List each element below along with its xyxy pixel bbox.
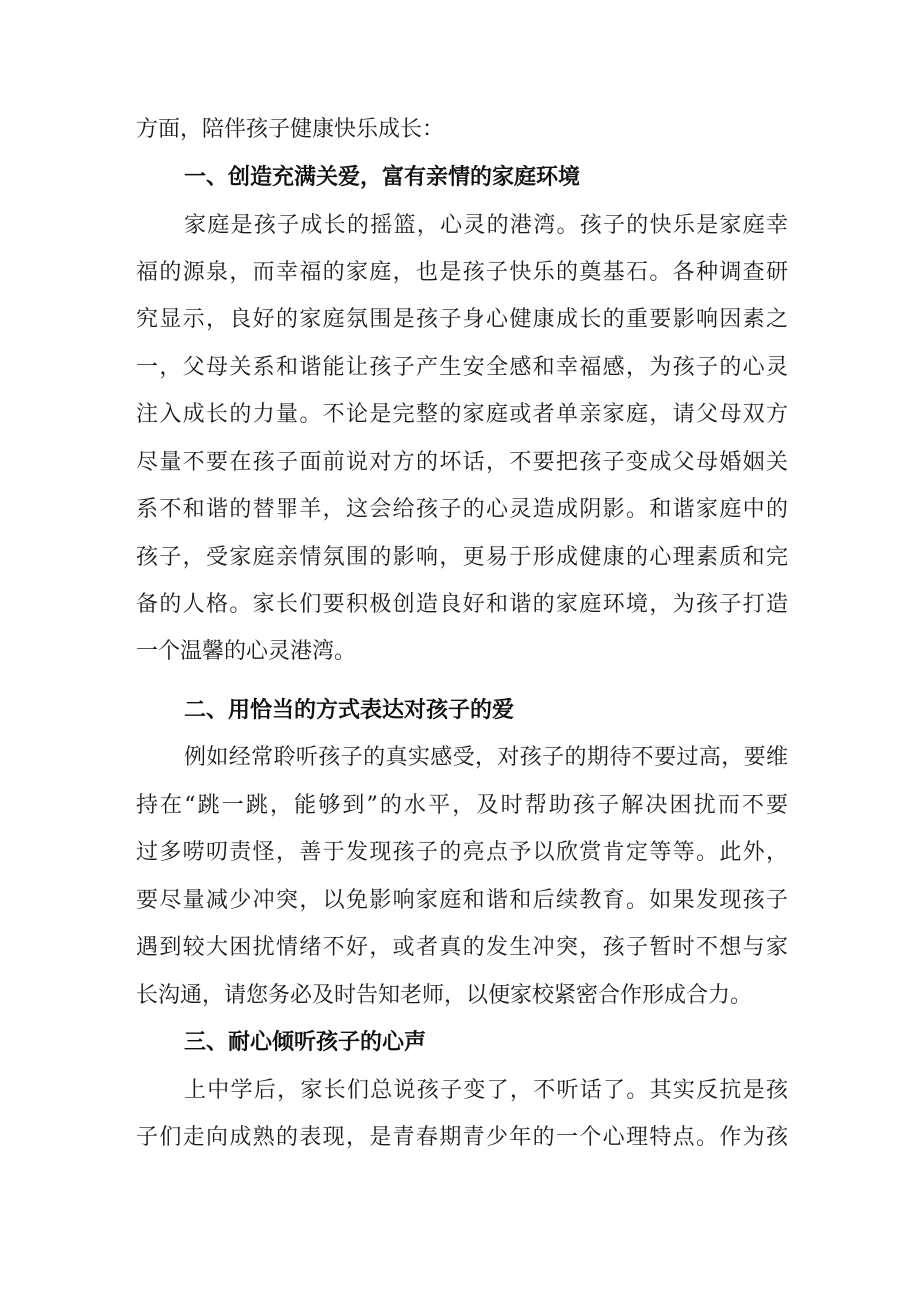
section-2-line-3: 过多唠叨责怪，善于发现孩子的亮点予以欣赏肯定等等。此外， <box>136 840 788 865</box>
section-1-line-5: 注入成长的力量。不论是完整的家庭或者单亲家庭，请父母双方 <box>136 402 788 427</box>
section-2-heading: 二、用恰当的方式表达对孩子的爱 <box>184 698 515 723</box>
section-2-line-2: 持在“跳一跳，能够到”的水平，及时帮助孩子解决困扰而不要 <box>136 793 788 818</box>
section-1-line-2: 福的源泉，而幸福的家庭，也是孩子快乐的奠基石。各种调查研 <box>136 260 788 285</box>
section-3-heading: 三、耐心倾听孩子的心声 <box>184 1030 427 1055</box>
intro-line: 方面，陪伴孩子健康快乐成长： <box>136 117 445 142</box>
section-2-line-5: 遇到较大困扰情绪不好，或者真的发生冲突，孩子暂时不想与家 <box>136 935 788 960</box>
section-1-line-10: 一个温馨的心灵港湾。 <box>136 639 357 664</box>
section-1-line-9: 备的人格。家长们要积极创造良好和谐的家庭环境，为孩子打造 <box>136 592 788 617</box>
section-3-line-1: 上中学后，家长们总说孩子变了，不听话了。其实反抗是孩 <box>184 1078 788 1103</box>
section-1-line-1: 家庭是孩子成长的摇篮，心灵的港湾。孩子的快乐是家庭幸 <box>184 213 788 238</box>
section-1-line-7: 系不和谐的替罪羊，这会给孩子的心灵造成阴影。和谐家庭中的 <box>136 497 788 522</box>
section-2-line-1: 例如经常聆听孩子的真实感受，对孩子的期待不要过高，要维 <box>184 745 788 770</box>
section-3-line-2: 子们走向成熟的表现，是青春期青少年的一个心理特点。作为孩 <box>136 1125 788 1150</box>
section-2-line-6: 长沟通，请您务必及时告知老师，以便家校紧密合作形成合力。 <box>136 983 753 1008</box>
section-1-line-8: 孩子，受家庭亲情氛围的影响，更易于形成健康的心理素质和完 <box>136 545 788 570</box>
section-1-line-3: 究显示，良好的家庭氛围是孩子身心健康成长的重要影响因素之 <box>136 307 788 332</box>
section-2-line-4: 要尽量减少冲突，以免影响家庭和谐和后续教育。如果发现孩子 <box>136 888 788 913</box>
section-1-line-4: 一，父母关系和谐能让孩子产生安全感和幸福感，为孩子的心灵 <box>136 355 788 380</box>
section-1-line-6: 尽量不要在孩子面前说对方的坏话，不要把孩子变成父母婚姻关 <box>136 450 788 475</box>
section-1-heading: 一、创造充满关爱，富有亲情的家庭环境 <box>184 165 581 190</box>
